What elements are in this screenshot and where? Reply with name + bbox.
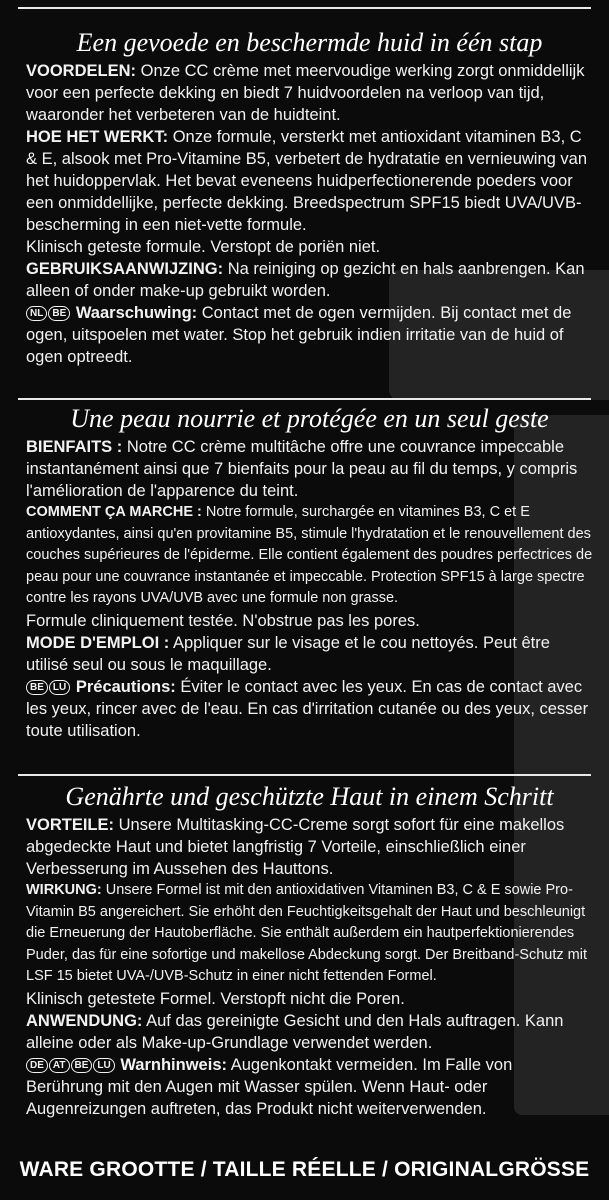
warning-paragraph: NL BE Waarschuwing: Contact met de ogen vermijden. Bij contact met de ogen, uitspoelen met water. Stop het gebruik indien irritatie van de huid of ogen optreedt. <box>26 304 572 366</box>
top-divider <box>18 7 591 9</box>
benefits-paragraph: VOORDELEN: Onze CC crème met meervoudige werking zorgt onmiddellijk voor een perfecte dekking en biedt 7 huidvoordelen na verloop van tijd, waaronder het verbeteren van de huidteint. <box>26 62 585 124</box>
warning-paragraph: BE LU Précautions: Éviter le contact avec les yeux. En cas de contact avec les yeux, rincer avec de l'eau. En cas d'irritation cutanée ou des yeux, cesser toute utilisation. <box>26 677 589 740</box>
section-title-german: Genährte und geschützte Haut in einem Schritt <box>65 782 554 811</box>
usage-paragraph: ANWENDUNG: Auf das gereinigte Gesicht und den Hals auftragen. Kann alleine oder als Make-up-Grundlage verwendet werden. <box>26 1011 564 1052</box>
clinical-note: Klinisch geteste formule. Verstopt de poriën niet. <box>26 238 381 256</box>
section-title-french: Une peau nourrie et protégée en un seul geste <box>70 404 549 433</box>
divider-nl-fr <box>18 398 591 400</box>
how-it-works-paragraph: HOE HET WERKT: Onze formule, versterkt met antioxidant vitaminen B3, C & E, alsook met Pro-Vitamine B5, verbetert de hydratatie en vernieuwing van het huidoppervlak. Het bevat eveneens huidperfectionerende poeders voor een onmiddellijke, perfecte dekking. Breedspectrum SPF15 biedt UVA/UVB-bescherming in een niet-vette formule. <box>26 128 587 234</box>
country-badge-lu: LU <box>93 1058 114 1073</box>
country-badge-nl: NL <box>26 306 47 321</box>
section-title-dutch: Een gevoede en beschermde huid in één stap <box>76 28 543 57</box>
country-badge-be: BE <box>48 306 70 321</box>
usage-paragraph: MODE D'EMPLOI : Appliquer sur le visage et le cou nettoyés. Peut être utilisé seul ou sous le maquillage. <box>26 633 550 674</box>
actual-size-footer: WARE GROOTTE / TAILLE RÉELLE / ORIGINALGRÖSSE <box>19 1158 590 1181</box>
country-badge-be: BE <box>26 680 48 695</box>
benefits-paragraph: VORTEILE: Unsere Multitasking-CC-Creme sorgt sofort für eine makellos abgedeckte Haut und bietet langfristig 7 Vorteile, einschließlich einer Verbesserung im Aussehen des Hauttons. <box>26 816 565 878</box>
divider-fr-de <box>18 774 591 776</box>
country-badge-be: BE <box>71 1058 93 1073</box>
clinical-note: Formule cliniquement testée. N'obstrue pas les pores. <box>26 611 420 630</box>
section-french <box>26 402 593 742</box>
clinical-note: Klinisch getestete Formel. Verstopft nicht die Poren. <box>26 989 405 1008</box>
how-it-works-paragraph: WIRKUNG: Unsere Formel ist mit den antioxidativen Vitaminen B3, C & E sowie Pro-Vitamin B5 angereichert. Sie erhöht den Feuchtigkeitsgehalt der Haut und beschleunigt die Erneuerung der Hautoberfläche. Sie enthält außerdem ein hautperfektionierendes Puder, das für eine sofortige und makellose Abdeckung sorgt. Der Breitband-Schutz mit LSF 15 bietet UVA-/UVB-Schutz in einer nicht fettenden Formel. <box>26 882 587 984</box>
warning-paragraph: DE AT BE LU Warnhinweis: Augenkontakt vermeiden. Im Falle von Berührung mit den Augen mit Wasser spülen. Wenn Haut- oder Augenreizungen auftreten, das Produkt nicht weiterverwenden. <box>26 1055 513 1118</box>
how-it-works-paragraph: COMMENT ÇA MARCHE : Notre formule, surchargée en vitamines B3, C et E antioxydantes, ainsi qu'en provitamine B5, stimule l'hydratation et le renouvellement des couches supérieures de l'épiderme. Elle contient également des poudres perfectrices de peau pour une couvrance instantanée et impeccable. Protection SPF15 à large spectre contre les rayons UVA/UVB avec une formule non grasse. <box>26 504 593 606</box>
country-badge-lu: LU <box>49 680 70 695</box>
country-badge-at: AT <box>49 1058 70 1073</box>
usage-paragraph: GEBRUIKSAANWIJZING: Na reiniging op gezicht en hals aanbrengen. Kan alleen of onder make-up gebruikt worden. <box>26 260 585 300</box>
section-dutch <box>26 26 593 368</box>
benefits-paragraph: BIENFAITS : Notre CC crème multitâche offre une couvrance impeccable instantanément ainsi que 7 bienfaits pour la peau au fil du temps, y compris l'amélioration de l'apparence du teint. <box>26 438 578 500</box>
section-german <box>26 780 593 1120</box>
country-badge-de: DE <box>26 1058 48 1073</box>
